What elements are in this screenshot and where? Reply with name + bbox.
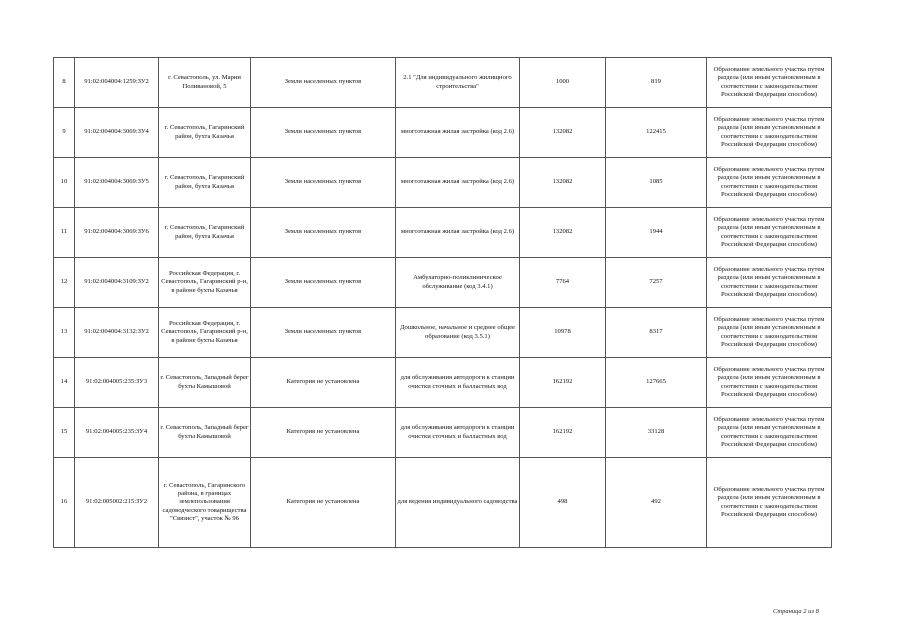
area-part: 8317 xyxy=(606,308,707,358)
address: Российская Федерация, г. Севастополь, Гагаринский р-н, в районе бухты Казачья xyxy=(159,258,251,308)
formation-method: Образование земельного участка путем раздела (или иным установленным в соответствии с законодательством Российской Федерации способом) xyxy=(707,108,832,158)
row-number: 11 xyxy=(54,208,75,258)
area-total: 7764 xyxy=(520,258,606,308)
area-part: 819 xyxy=(606,58,707,108)
land-category: Земли населенных пунктов xyxy=(251,108,396,158)
cadastral-number: 91:02:005002:215:ЗУ2 xyxy=(75,458,159,548)
cadastral-number: 91:02:004004:3132:ЗУ2 xyxy=(75,308,159,358)
table-row xyxy=(54,158,832,208)
address: г. Севастополь, Западный берег бухты Камышовой xyxy=(159,358,251,408)
address: г. Севастополь, Западный берег бухты Камышовой xyxy=(159,408,251,458)
permitted-use: 2.1 "Для индивидуального жилищного строительства" xyxy=(396,58,520,108)
address: г. Севастополь, Гагаринский район, бухта Казачья xyxy=(159,158,251,208)
area-total: 132082 xyxy=(520,108,606,158)
area-total: 132082 xyxy=(520,158,606,208)
table-row xyxy=(54,58,832,108)
permitted-use: Амбулаторно-поликлиническое обслуживание (код 3.4.1) xyxy=(396,258,520,308)
row-number: 15 xyxy=(54,408,75,458)
formation-method: Образование земельного участка путем раздела (или иным установленным в соответствии с законодательством Российской Федерации способом) xyxy=(707,258,832,308)
row-number: 12 xyxy=(54,258,75,308)
formation-method: Образование земельного участка путем раздела (или иным установленным в соответствии с законодательством Российской Федерации способом) xyxy=(707,158,832,208)
area-part: 33128 xyxy=(606,408,707,458)
parcels-table xyxy=(53,57,832,548)
row-number: 8 xyxy=(54,58,75,108)
table-row xyxy=(54,258,832,308)
formation-method: Образование земельного участка путем раздела (или иным установленным в соответствии с законодательством Российской Федерации способом) xyxy=(707,208,832,258)
land-category: Категория не установлена xyxy=(251,358,396,408)
row-number: 14 xyxy=(54,358,75,408)
area-total: 1000 xyxy=(520,58,606,108)
land-category: Земли населенных пунктов xyxy=(251,208,396,258)
formation-method: Образование земельного участка путем раздела (или иным установленным в соответствии с законодательством Российской Федерации способом) xyxy=(707,308,832,358)
cadastral-number: 91:02:004004:1259:ЗУ2 xyxy=(75,58,159,108)
land-category: Земли населенных пунктов xyxy=(251,308,396,358)
area-total: 132082 xyxy=(520,208,606,258)
land-category: Категория не установлена xyxy=(251,458,396,548)
area-total: 10978 xyxy=(520,308,606,358)
table-row xyxy=(54,408,832,458)
formation-method: Образование земельного участка путем раздела (или иным установленным в соответствии с законодательством Российской Федерации способом) xyxy=(707,358,832,408)
cadastral-number: 91:02:004004:3069:ЗУ5 xyxy=(75,158,159,208)
address: Российская Федерация, г. Севастополь, Гагаринский р-н, в районе бухты Казачья xyxy=(159,308,251,358)
land-category: Категория не установлена xyxy=(251,408,396,458)
formation-method: Образование земельного участка путем раздела (или иным установленным в соответствии с законодательством Российской Федерации способом) xyxy=(707,458,832,548)
row-number: 13 xyxy=(54,308,75,358)
address: г. Севастополь, Гагаринский район, бухта Казачья xyxy=(159,108,251,158)
table-row xyxy=(54,108,832,158)
permitted-use: для ведения индивидуального садоводства xyxy=(396,458,520,548)
permitted-use: для обслуживания автодороги к станции очистки сточных и балластных вод xyxy=(396,358,520,408)
row-number: 10 xyxy=(54,158,75,208)
address: г. Севастополь, Гагаринского района, в границах землепользования садоводческого товарищества "Связист", участок № 96 xyxy=(159,458,251,548)
cadastral-number: 91:02:004004:3069:ЗУ4 xyxy=(75,108,159,158)
row-number: 16 xyxy=(54,458,75,548)
cadastral-number: 91:02:004004:3109:ЗУ2 xyxy=(75,258,159,308)
area-part: 122415 xyxy=(606,108,707,158)
address: г. Севастополь, Гагаринский район, бухта Казачья xyxy=(159,208,251,258)
area-total: 162192 xyxy=(520,358,606,408)
formation-method: Образование земельного участка путем раздела (или иным установленным в соответствии с законодательством Российской Федерации способом) xyxy=(707,408,832,458)
land-category: Земли населенных пунктов xyxy=(251,158,396,208)
cadastral-number: 91:02:004005:235:ЗУ4 xyxy=(75,408,159,458)
area-part: 492 xyxy=(606,458,707,548)
permitted-use: многоэтажная жилая застройка (код 2.6) xyxy=(396,208,520,258)
table-row xyxy=(54,308,832,358)
formation-method: Образование земельного участка путем раздела (или иным установленным в соответствии с законодательством Российской Федерации способом) xyxy=(707,58,832,108)
area-part: 1944 xyxy=(606,208,707,258)
cadastral-number: 91:02:004004:3069:ЗУ6 xyxy=(75,208,159,258)
area-part: 127665 xyxy=(606,358,707,408)
permitted-use: Дошкольное, начальное и среднее общее образование (код 3.5.1) xyxy=(396,308,520,358)
permitted-use: для обслуживания автодороги к станции очистки сточных и балластных вод xyxy=(396,408,520,458)
address: г. Севастополь, ул. Марии Поливановой, 5 xyxy=(159,58,251,108)
page-number: Страница 2 из 8 xyxy=(773,608,819,615)
permitted-use: многоэтажная жилая застройка (код 2.6) xyxy=(396,108,520,158)
area-part: 1085 xyxy=(606,158,707,208)
land-category: Земли населенных пунктов xyxy=(251,258,396,308)
table-row xyxy=(54,458,832,548)
row-number: 9 xyxy=(54,108,75,158)
table-row xyxy=(54,208,832,258)
table-row xyxy=(54,358,832,408)
permitted-use: многоэтажная жилая застройка (код 2.6) xyxy=(396,158,520,208)
area-total: 162192 xyxy=(520,408,606,458)
area-total: 498 xyxy=(520,458,606,548)
land-category: Земли населенных пунктов xyxy=(251,58,396,108)
area-part: 7257 xyxy=(606,258,707,308)
cadastral-number: 91:02:004005:235:ЗУ3 xyxy=(75,358,159,408)
